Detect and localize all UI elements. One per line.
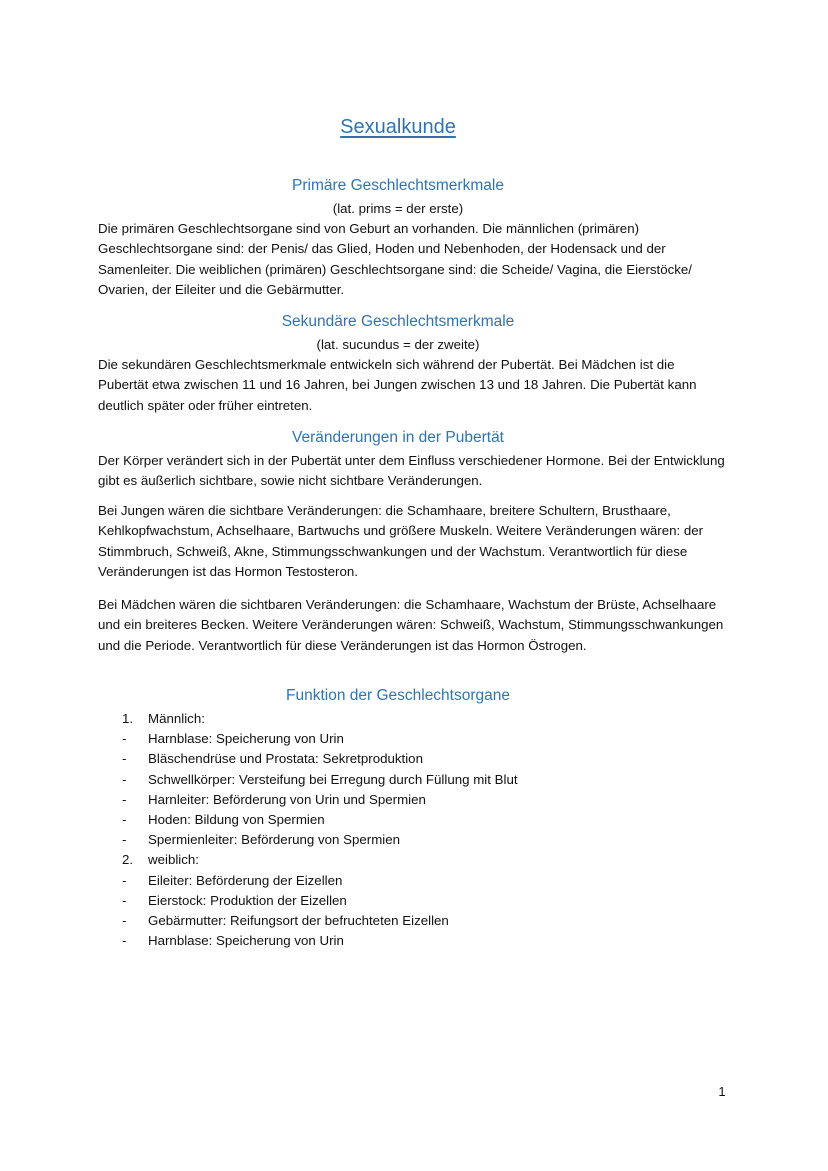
- heading-organ-functions: Funktion der Geschlechtsorgane: [285, 687, 511, 704]
- list-marker: -: [122, 791, 127, 807]
- document-title: Sexualkunde: [340, 116, 456, 138]
- list-item-text: Harnleiter: Beförderung von Urin und Spermien: [148, 791, 426, 807]
- paragraph-secondary-traits: Die sekundären Geschlechtsmerkmale entwickeln sich während der Pubertät. Bei Mädchen ist die Pubertät etwa zwischen 11 und 16 Jahren, bei Jungen zwischen 13 und 18 Jahren. Die Pubertät kann deutlich später oder früher eintreten.: [98, 357, 697, 413]
- list-item-text: weiblich:: [148, 852, 199, 868]
- paragraph-puberty-girls: Bei Mädchen wären die sichtbaren Veränderungen: die Schamhaare, Wachstum der Brüste, Achselhaare und ein breiteres Becken. Weitere Veränderungen wären: Schweiß, Wachstum, Stimmungsschwankungen und die Periode. Verantwortlich für diese Veränderungen ist das Hormon Östrogen.: [98, 597, 724, 653]
- list-item-text: Harnblase: Speicherung von Urin: [148, 933, 344, 949]
- list-marker: -: [122, 731, 127, 747]
- list-item-text: Bläschendrüse und Prostata: Sekretproduktion: [148, 751, 423, 767]
- list-marker: -: [122, 872, 127, 888]
- list-marker: 2.: [122, 852, 134, 868]
- list-item-text: Hoden: Bildung von Spermien: [148, 811, 325, 827]
- list-item-text: Eierstock: Produktion der Eizellen: [148, 892, 347, 908]
- list-item-text: Harnblase: Speicherung von Urin: [148, 731, 344, 747]
- heading-puberty-changes: Veränderungen in der Pubertät: [292, 429, 504, 446]
- list-marker: -: [122, 832, 127, 848]
- subtitle-secondary-traits: (lat. sucundus = der zweite): [316, 337, 480, 352]
- list-item-text: Eileiter: Beförderung der Eizellen: [148, 872, 343, 888]
- list-marker: 1.: [122, 711, 134, 726]
- list-marker: -: [122, 811, 127, 827]
- list-marker: -: [122, 933, 127, 949]
- list-item-text: Gebärmutter: Reifungsort der befruchteten Eizellen: [148, 912, 449, 928]
- list-item-text: Männlich:: [148, 711, 205, 726]
- heading-primary-traits: Primäre Geschlechtsmerkmale: [292, 177, 504, 194]
- list-item-text: Spermienleiter: Beförderung von Spermien: [148, 832, 401, 848]
- list-marker: -: [122, 892, 127, 908]
- heading-secondary-traits: Sekundäre Geschlechtsmerkmale: [281, 313, 515, 330]
- paragraph-puberty-intro: Der Körper verändert sich in der Pubertät unter dem Einfluss verschiedener Hormone. Bei der Entwicklung gibt es äußerlich sichtbare, sowie nicht sichtbare Veränderungen.: [98, 453, 725, 489]
- paragraph-primary-traits: Die primären Geschlechtsorgane sind von Geburt an vorhanden. Die männlichen (primären) Geschlechtsorgane sind: der Penis/ das Glied, Hoden und Nebenhoden, der Hodensack und der Samenleiter. Die weiblichen (primären) Geschlechtsorgane sind: die Scheide/ Vagina, die Eierstöcke/ Ovarien, der Eileiter und die Gebärmutter.: [98, 221, 692, 298]
- list-marker: -: [122, 751, 127, 767]
- list-marker: -: [122, 912, 127, 928]
- paragraph-puberty-boys: Bei Jungen wären die sichtbare Veränderungen: die Schamhaare, breitere Schultern, Brusthaare, Kehlkopfwachstum, Achselhaare, Bartwuchs und größere Muskeln. Weitere Veränderungen wären: der Stimmbruch, Schweiß, Akne, Stimmungsschwankungen und der Wachstum. Verantwortlich für diese Veränderungen ist das Hormon Testosteron.: [98, 503, 704, 580]
- list-item-text: Schwellkörper: Versteifung bei Erregung durch Füllung mit Blut: [148, 771, 518, 787]
- list-marker: -: [122, 771, 127, 787]
- page-number: 1: [718, 1084, 726, 1099]
- subtitle-primary-traits: (lat. prims = der erste): [332, 201, 464, 216]
